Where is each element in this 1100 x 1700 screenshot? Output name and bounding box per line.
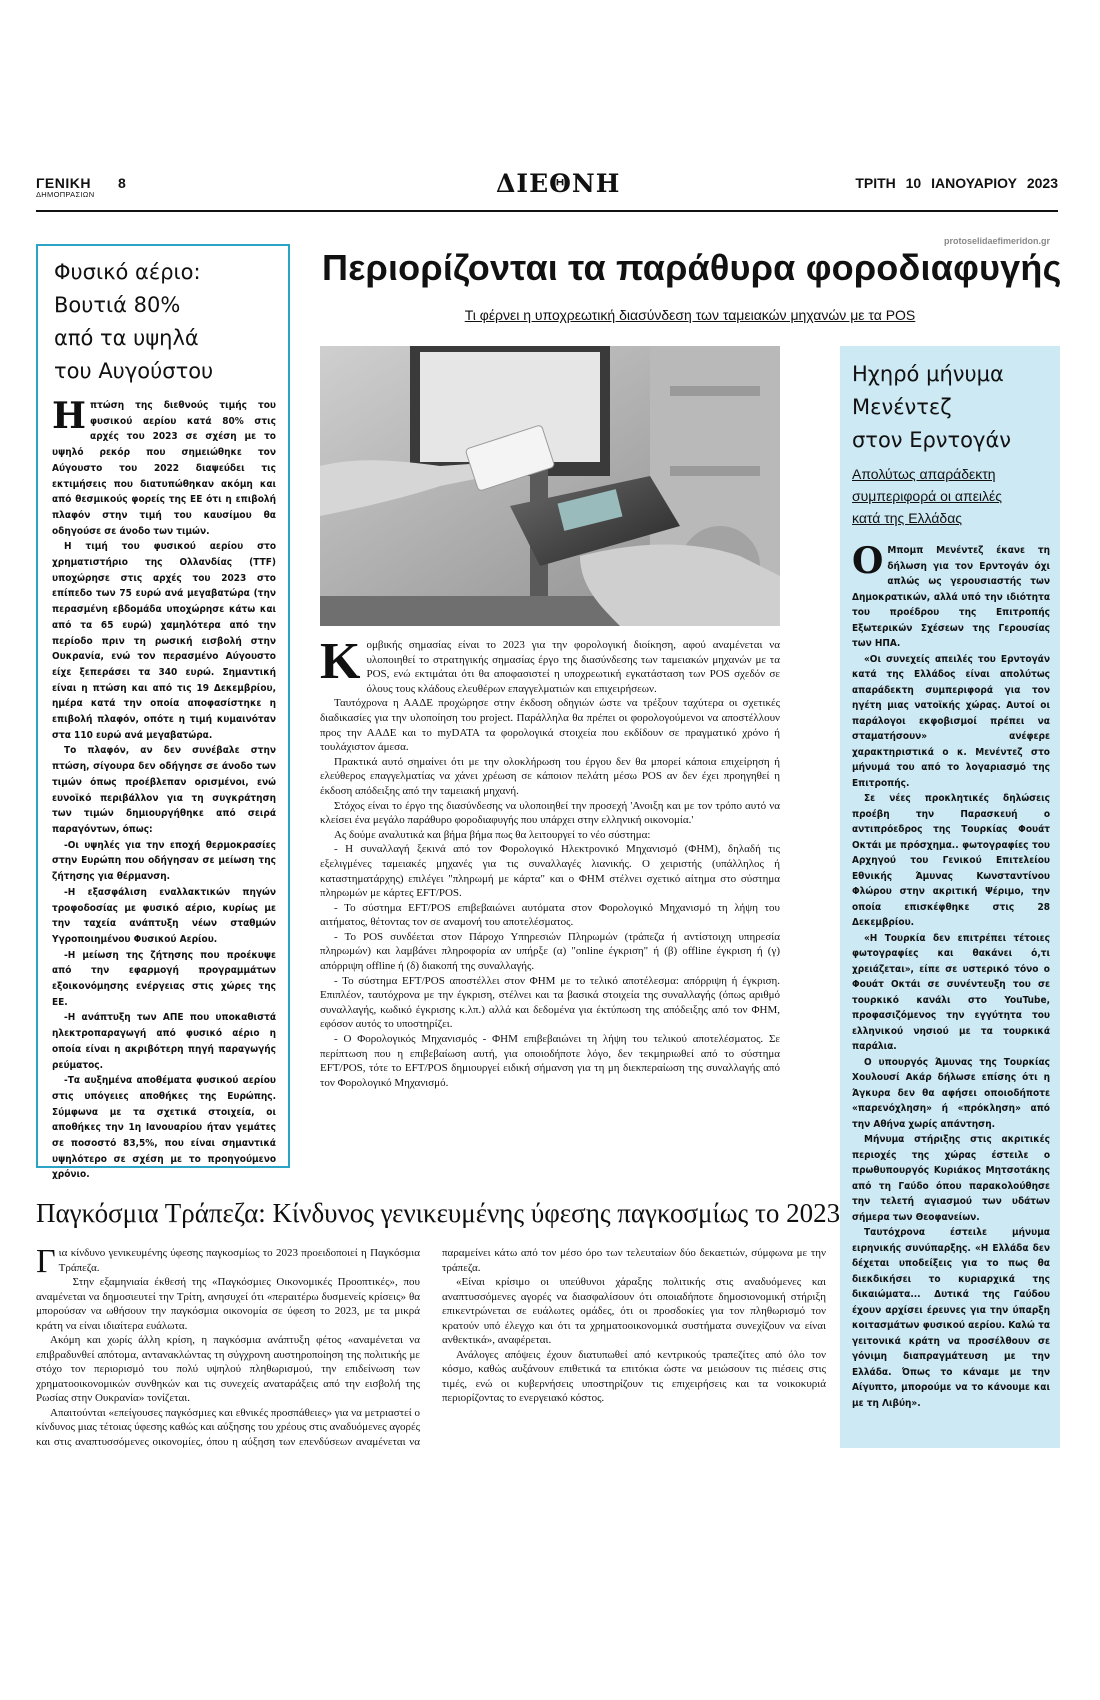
watermark: protoselidaefimeridon.gr bbox=[944, 236, 1051, 246]
subtitle-line: συμπεριφορά οι απειλές bbox=[852, 488, 1003, 504]
subheadline-text: Τι φέρνει η υποχρεωτική διασύνδεση των ταμειακών μηχανών με τα POS bbox=[464, 307, 916, 323]
paragraph bbox=[36, 1243, 420, 1280]
paragraph: Πρακτικά αυτό σημαίνει ότι με την ολοκλήρωση του έργου δεν θα μπορεί κάποια επιχείρηση ή ελεύθερος επαγγελματίας να χάνει χρέωση σε κάποιον πελάτη μέσω POS αν δεν έχει προηγηθεί η έκδοση απόδειξης από την ταμειακή μηχανή. bbox=[320, 755, 780, 797]
paragraph: Ταυτόχρονα η ΑΑΔΕ προχώρησε στην έκδοση οδηγιών ώστε να τρέξουν ταχύτερα οι σχετικές διαδικασίες για την υλοποίηση του project. Παράλληλα θα πρέπει οι φορολογούμενοι να αποστέλλουν προς την ΑΑΔΕ και το myDATA τα φορολογικά στοιχεία που εκδίδουν σε πραγματικό χρόνο ή τουλάχιστον άμεσα. bbox=[320, 697, 780, 754]
masthead bbox=[36, 169, 1058, 206]
section-title: ΔΙΕΘΝΗ bbox=[496, 169, 621, 198]
paragraph: Στόχος είναι το έργο της διασύνδεσης να υλοποιηθεί την προσεχή 'Ανοιξη και με τον τρόπο αυτό να κλείσει ένα μεγάλο παράθυρο φοροδιαφυγής που υπάρχει στην ελληνική οικονομία.' bbox=[320, 799, 780, 827]
title-line: Μενέντεζ bbox=[852, 395, 952, 419]
drop-cap: Κ bbox=[320, 633, 361, 690]
drop-cap: Η bbox=[52, 395, 87, 437]
subtitle-line: κατά της Ελλάδας bbox=[852, 510, 963, 526]
menendez-body bbox=[852, 540, 1050, 1411]
title-line: Ηχηρό μήνυμα bbox=[852, 362, 1004, 386]
menendez-title bbox=[852, 358, 1050, 457]
paragraph: Ο υπουργός Άμυνας της Τουρκίας Χουλουσί Ακάρ δήλωσε επίσης ότι η Άγκυρα δεν θα αφήσει οποιοδήποτε «παρενόχληση» ή «πρόκληση» από την Αθήνα χωρίς απάντηση. bbox=[852, 1056, 1050, 1130]
paragraph bbox=[52, 395, 276, 539]
paragraph-text: ια κίνδυνο γενικευμένης ύφεσης παγκοσμίως το 2023 προειδοποιεί η Παγκόσμια Τράπεζα. bbox=[58, 1247, 420, 1274]
paragraph-text: πτώση της διεθνούς τιμής του φυσικού αερίου κατά 80% στις αρχές του 2023 σε σχέση με το υψηλό ρεκόρ που σημειώθηκε τον Αύγουστο του 2022 διαψεύδει τις εκτιμήσεις που διατυπώθηκαν ακόμη και από θεσμικούς φορείς της ΕΕ ότι η επιβολή πλαφόν στην τιμή του καυσίμου θα οδηγούσε σε άνοδο των τιμών. bbox=[52, 400, 276, 537]
title-line: του Αυγούστου bbox=[54, 359, 214, 383]
paragraph bbox=[852, 540, 1050, 652]
main-subheadline bbox=[320, 305, 1060, 325]
paragraph: Ακόμη και χωρίς άλλη κρίση, η παγκόσμια ανάπτυξη φέτος «αναμένεται να επιβραδυνθεί απότομα, αντανακλώντας τη σύγχρονη αυστηροποίηση της πολιτικής με στόχο τον περιορισμό του πολύ υψηλού πληθωρισμού, την επιδείνωση των χρηματοοικονομικών συνθηκών και τις συνεχείς αναταράξεις από την εισβολή της Ρωσίας στην Ουκρανία» τονίζεται. bbox=[36, 1334, 420, 1404]
main-headline: Περιορίζονται τα παράθυρα φοροδιαφυγής bbox=[322, 247, 1062, 288]
paragraph: -Οι υψηλές για την εποχή θερμοκρασίες στην Ευρώπη που οδήγησαν σε μείωση της ζήτησης για θέρμανση. bbox=[52, 839, 276, 883]
paragraph: - Το σύστημα EFT/POS επιβεβαιώνει αυτόματα στον Φορολογικό Μηχανισμό τη λήψη του αιτήματος, θέτοντας τον σε αναμονή του αποτελέσματος. bbox=[320, 901, 780, 929]
pos-payment-photo bbox=[320, 346, 780, 626]
paragraph: -Η μείωση της ζήτησης που προέκυψε από την εφαρμογή προγραμμάτων εξοικονόμησης ενέργειας στις χώρες της ΕΕ. bbox=[52, 949, 276, 1008]
menendez-sidebar bbox=[840, 346, 1060, 1448]
paragraph: «Η Τουρκία δεν επιτρέπει τέτοιες φωτογραφίες και θακάνει ό,τι χρειάζεται», είπε σε υστερικό τόνο ο Φουάτ Οκτάι σε συνέντευξη του σε τουρκικό κανάλι στο YouTube, προφασιζόμενος την εγγύτητα του ελληνικού νησιού με τα τουρκικά παράλια. bbox=[852, 932, 1050, 1052]
pos-payment-illustration bbox=[320, 346, 780, 626]
subtitle-line: Απολύτως απαράδεκτη bbox=[852, 466, 996, 482]
paragraph: Μήνυμα στήριξης στις ακριτικές περιοχές της χώρας έστειλε ο πρωθυπουργός Κυριάκος Μητσοτάκης από τη Γαύδο όπου παρακολούθησε την τελετή αγιασμού των υδάτων σήμερα των Θεοφανείων. bbox=[852, 1134, 1050, 1223]
drop-cap: Ο bbox=[852, 540, 884, 582]
title-line: Φυσικό αέριο: bbox=[54, 260, 201, 284]
title-line: στον Ερντογάν bbox=[852, 428, 1012, 452]
brand-name: ΓΕΝΙΚΗ bbox=[36, 175, 91, 191]
paragraph bbox=[320, 633, 780, 696]
main-article bbox=[320, 633, 780, 1178]
paragraph: Ανάλογες απόψεις έχουν διατυπωθεί από κεντρικούς τραπεζίτες από όλο τον κόσμο, καθώς αυξάνουν επιθετικά τα επιτόκια ώστε να μειώσουν τις πιέσεις στις τιμές, ενώ οι κυβερνήσεις υποστηρίζουν τις επιχειρήσεις και τα νοικοκυριά περιορίζοντας το ενεργειακό κόστος. bbox=[442, 1348, 826, 1404]
paragraph: -Η εξασφάλιση εναλλακτικών πηγών τροφοδοσίας με φυσικό αέριο, κυρίως με την ταχεία ανάπτυξη νέων σταθμών Υγροποιημένου Φυσικού Αερίου. bbox=[52, 886, 276, 945]
date-line: ΤΡΙΤΗ 10 ΙΑΝΟΥΑΡΙΟΥ 2023 bbox=[855, 175, 1058, 191]
drop-cap: Γ bbox=[36, 1243, 56, 1280]
paragraph: Η τιμή του φυσικού αερίου στο χρηματιστήριο της Ολλανδίας (TTF) υποχώρησε στις αρχές του 2023 στο επίπεδο των 75 ευρώ ανά μεγαβατώρα (την περασμένη εβδομάδα υποχώρησε κάτω και από τα 65 ευρώ) χαμηλότερα από την περίοδο πριν τη ρωσική εισβολή στην Ουκρανία, ενώ τον περασμένο Αύγουστο είχε ξεπεράσει τα 340 ευρώ. Σημαντική είναι η πτώση και από τις 19 Δεκεμβρίου, ημέρα κατά την οποία αποφασίστηκε η επιβολή πλαφόν, οπότε η τιμή κυμαινόταν στα 110 ευρώ ανά μεγαβατώρα. bbox=[52, 541, 276, 741]
paragraph: Ταυτόχρονα έστειλε μήνυμα ειρηνικής συνύπαρξης. «Η Ελλάδα δεν δέχεται υποδείξεις για το πως θα διεκδικήσει το κυριαρχικά της δικαιώματα... Δυτικά της Γαύδου έχουν αρχίσει έρευνες για την ύπαρξη κοιτασμάτων φυσικού αερίου. Καλώ τα γειτονικά κράτη να προσέλθουν σε γόνιμη διαπραγμάτευση με την Ελλάδα. Όπως το κάναμε με την Αίγυπτο, μπορούμε να το κάνουμε και με τη Λιβύη». bbox=[852, 1227, 1050, 1409]
natural-gas-sidebar bbox=[36, 244, 290, 1181]
page-number: 8 bbox=[118, 175, 126, 191]
menendez-subtitle bbox=[852, 463, 1050, 529]
paragraph: Ας δούμε αναλυτικά και βήμα βήμα πως θα λειτουργεί το νέο σύστημα: bbox=[334, 828, 651, 841]
paragraph: Στην εξαμηνιαία έκθεσή της «Παγκόσμιες Οικονομικές Προοπτικές», που αναμένεται να δημοσιευτεί την Τρίτη, ανησυχεί ότι «περαιτέρω δυσμενείς κρίσεις» θα μπορούσαν να ωθήσουν την παγκόσμια οικονομία σε ύφεση το 2023, με τα μικρά κράτη να είναι ιδιαίτερα ευάλωτα. bbox=[36, 1276, 420, 1332]
world-bank-headline: Παγκόσμια Τράπεζα: Κίνδυνος γενικευμένης ύφεσης παγκοσμίως το 2023 bbox=[36, 1198, 841, 1228]
brand-subtitle: ΔΗΜΟΠΡΑΣΙΩΝ bbox=[36, 190, 95, 199]
paragraph: «Οι συνεχείς απειλές του Ερντογάν κατά της Ελλάδος είναι απολύτως απαράδεκτη συμπεριφορά για τον ηγέτη μιας νατοϊκής χώρας. Αυτοί οι παράλογοι εκφοβισμοί πρέπει να σταματήσουν» ανέφερε χαρακτηριστικά ο κ. Μενέντεζ στο μήνυμά του από το λογαριασμό της Επιτροπής. bbox=[852, 653, 1050, 789]
paragraph: -Τα αυξημένα αποθέματα φυσικού αερίου στις υπόγειες αποθήκες της Ευρώπης. Σύμφωνα με τα σχετικά στοιχεία, οι αποθήκες την 1η Ιανουαρίου ήταν γεμάτες σε ποσοστό 83,5%, που είναι σημαντικά υψηλότερο σε σχέση με το προηγούμενο χρόνιο. bbox=[52, 1075, 276, 1181]
paragraph: Απαιτούνται «επείγουσες παγκόσμιες και εθνικές προσπάθειες» για να μετριαστεί ο κίνδυνος μιας τέτοιας ύφεσης καθώς και αύξησης του χρέους στις αναδυόμενες αγορές και στις αναπτυσσόμενες οικονομίες, όπου η αύξηση των επενδύσεων αναμένεται να παραμείνει κάτω από τον μέσο όρο των τελευταίων δύο δεκαετιών, σύμφωνα με την τράπεζα. bbox=[36, 1247, 826, 1448]
paragraph: -Η ανάπτυξη των ΑΠΕ που υποκαθιστά ηλεκτροπαραγωγή από φυσικό αέριο η οποία είναι η ακριβότερη πηγή παραγωγής ρεύματος. bbox=[52, 1012, 276, 1071]
paragraph-text: Μπομπ Μενέντεζ έκανε τη δήλωση για τον Ερντογάν όχι απλώς ως γερουσιαστής των Δημοκρατικών, αλλά υπό την ιδιότητα του προέδρου της Επιτροπής Εξωτερικών Σχέσεων της Γερουσίας των ΗΠΑ. bbox=[852, 545, 1050, 649]
title-line: Βουτιά 80% bbox=[54, 293, 181, 317]
paragraph: - Ο Φορολογικός Μηχανισμός - ΦΗΜ επιβεβαιώνει τη λήψη του τελικού αποτελέσματος. Σε περίπτωση που η επιβεβαίωση αυτή, για οποιοδήποτε λόγο, δεν τεκμηριωθεί από το σύστημα EFT/POS, τότε το EFT/POS δημιουργεί ειδική σήμανση για τη μη διεκπεραίωση της συναλλαγής από τον Φορολογικό Μηχανισμό. bbox=[320, 1033, 780, 1089]
title-line: από τα υψηλά bbox=[54, 326, 199, 350]
header-rule bbox=[36, 210, 1058, 212]
paragraph: - Το σύστημα EFT/POS αποστέλλει στον ΦΗΜ με το τελικό αποτέλεσμα: απόρριψη ή έγκριση. Επιπλέον, ταυτόχρονα με την έγκριση, στέλνει και τα βασικά στοιχεία της συναλλαγής (όπως αριθμό συναλλαγής, κωδικό έγκρισης κ.λπ.) αλλά και δεδομένα για έκτύπωση της απόδειξης από τον ΦΗΜ, εφόσον αυτός το υποστηρίζει. bbox=[320, 974, 780, 1031]
paragraph: Το πλαφόν, αν δεν συνέβαλε στην πτώση, σίγουρα δεν οδήγησε σε άνοδο των τιμών όπως προέβλεπαν ορισμένοι, ενώ ευνοϊκό περιβάλλον για τη συγκράτηση των τιμών δημιουργήθηκε από σειρά παραγόντων, όπως: bbox=[52, 745, 276, 835]
paragraph-text: ομβικής σημασίας είναι το 2023 για την φορολογική διοίκηση, αφού αναμένεται να υλοποιηθεί το στρατηγικής σημασίας έργο της διασύνδεσης των ταμειακών μηχανών με τα POS, ενώ εκτιμάται ότι θα αποφασιστεί η υποχρεωτική εγκατάσταση των POS σχεδόν σε όλους τους κλάδους ελευθέρων επαγγελματιών και επιχειρήσεων. bbox=[366, 639, 780, 695]
paragraph: «Είναι κρίσιμο οι υπεύθυνοι χάραξης πολιτικής στις αναδυόμενες και αναπτυσσόμενες αγορές να διασφαλίσουν ότι οποιαδήποτε δημοσιονομική στήριξη επικεντρώνεται σε ευάλωτες ομάδες, ότι οι προσδοκίες για τον πληθωρισμό τον κρατούν υπό έλεγχο και ότι τα χρηματοοικονομικά συστήματα συνεχίζουν να είναι ανθεκτικά», αναφέρεται. bbox=[442, 1276, 826, 1346]
natural-gas-title bbox=[54, 256, 276, 388]
paragraph: - Η συναλλαγή ξεκινά από τον Φορολογικό Ηλεκτρονικό Μηχανισμό (ΦΗΜ), δηλαδή τις εξελιγμένες ταμειακές μηχανές για τις συναλλαγές λιανικής. Ο χειριστής (υπάλληλος ή καταστηματάρχης) επιλέγει "πληρωμή με κάρτα" και ο ΦΗΜ στέλνει σχετικό αίτημα στο σύστημα πληρωμών με κάρτες EFT/POS. bbox=[320, 843, 780, 900]
world-bank-article bbox=[36, 1243, 826, 1456]
natural-gas-body bbox=[52, 395, 276, 1183]
paragraph: - Το POS συνδέεται στον Πάροχο Υπηρεσιών Πληρωμών (τράπεζα ή αντίστοιχη υπηρεσία πληρωμών) και λαμβάνει πληροφορία αν υπήρξε (α) "online έγκριση" ή (β) offline έγκριση ή (γ) απόρριψη offline ή (δ) διακοπή της συναλλαγής. bbox=[320, 930, 780, 973]
paragraph: Σε νέες προκλητικές δηλώσεις προέβη την Παρασκευή ο αντιπρόεδρος της Τουρκίας Φουάτ Οκτάι με πρόσχημα.. φωτογραφίες του Αρχηγού του Γενικού Επιτελείου Εθνικής Άμυνας Κωνσταντίνου Φλώρου στην ακριτική Ψέριμο, την οποία επισκέφθηκε στις 28 Δεκεμβρίου. bbox=[852, 793, 1050, 928]
